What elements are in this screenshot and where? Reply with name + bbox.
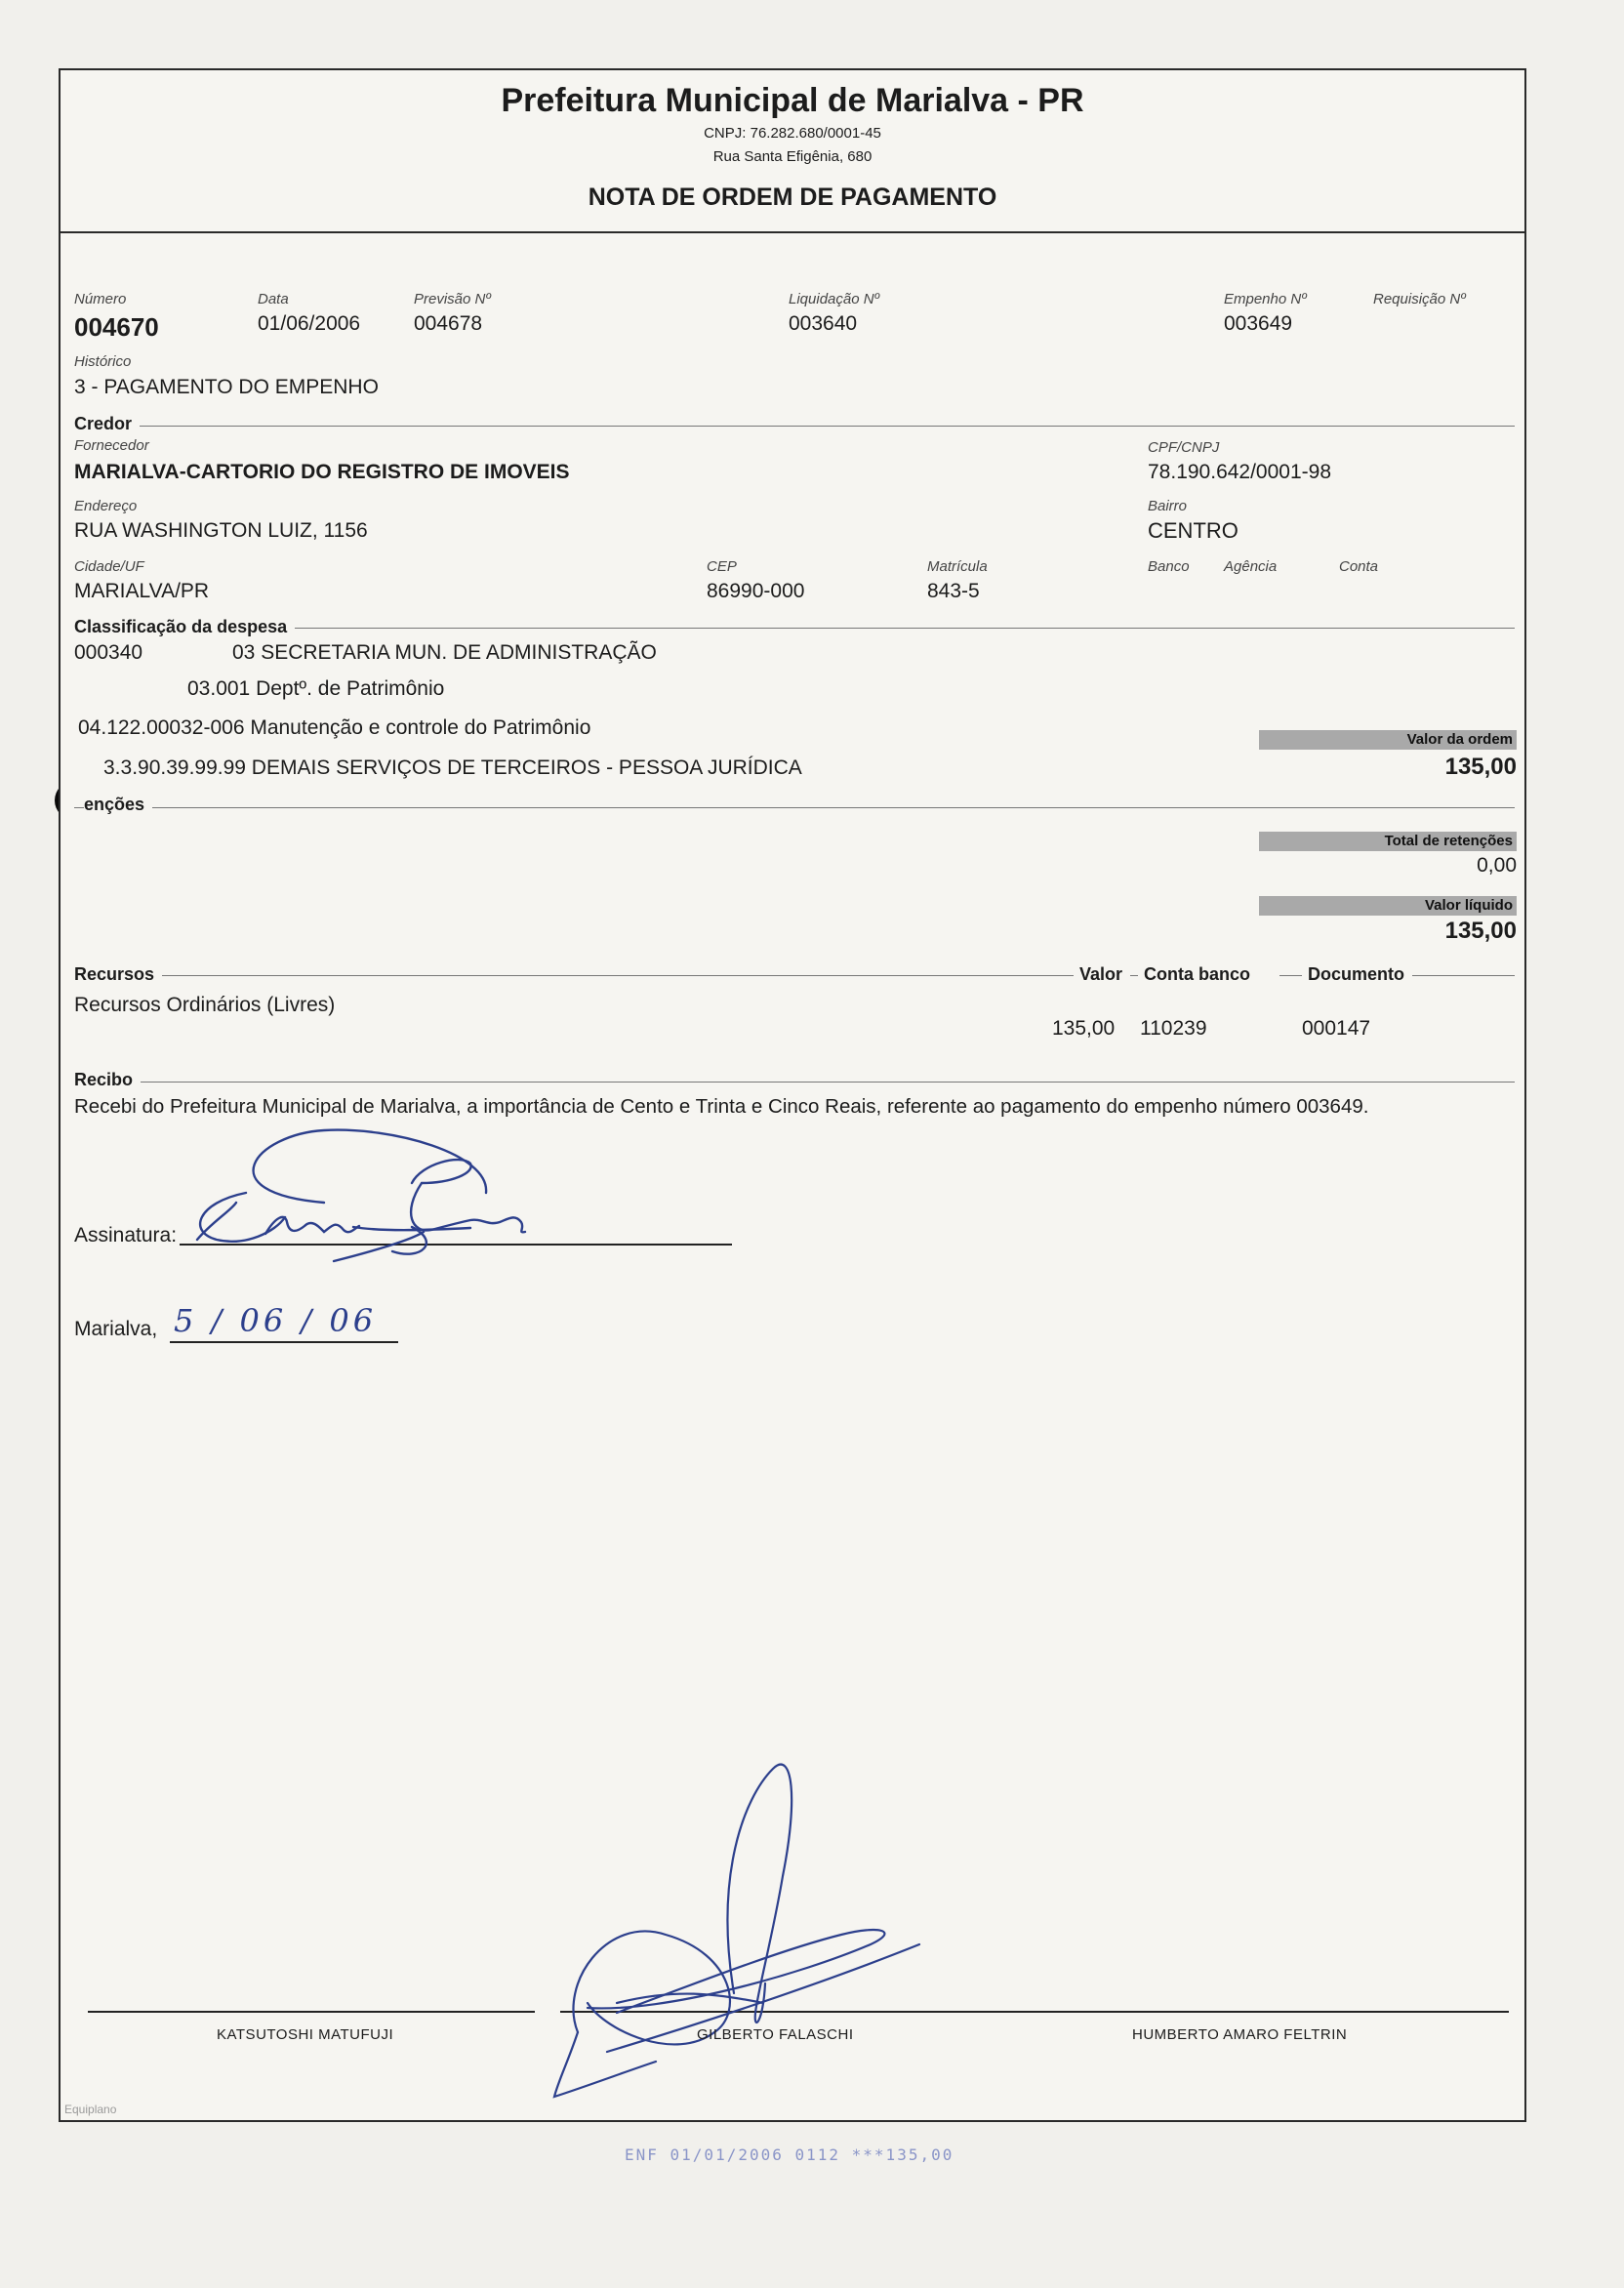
date-line bbox=[170, 1341, 398, 1343]
liquidacao-value: 003640 bbox=[789, 312, 858, 335]
endereco-label: Endereço bbox=[74, 498, 138, 514]
treasurer-signature bbox=[548, 1739, 939, 2101]
previsao-label: Previsão Nº bbox=[414, 291, 491, 307]
cidade-value: MARIALVA/PR bbox=[74, 580, 210, 602]
header-address: Rua Santa Efigênia, 680 bbox=[712, 148, 873, 165]
cpf-label: CPF/CNPJ bbox=[1148, 439, 1220, 456]
programa-value: 04.122.00032-006 Manutenção e controle do Patrimônio bbox=[78, 716, 591, 739]
retencoes-section-title: enções bbox=[84, 795, 152, 815]
valor-liquido-value: 135,00 bbox=[1444, 918, 1517, 944]
numero-value: 004670 bbox=[74, 312, 159, 342]
numero-label: Número bbox=[74, 291, 127, 307]
recursos-conta: 110239 bbox=[1140, 1017, 1207, 1040]
header-title: Prefeitura Municipal de Marialva - PR bbox=[501, 82, 1084, 119]
liquidacao-label: Liquidação Nº bbox=[789, 291, 880, 307]
bank-stamp: ENF 01/01/2006 0112 ***135,00 bbox=[625, 2145, 954, 2164]
empenho-value: 003649 bbox=[1224, 312, 1293, 335]
endereco-value: RUA WASHINGTON LUIZ, 1156 bbox=[74, 519, 368, 542]
cep-value: 86990-000 bbox=[707, 580, 805, 602]
recursos-conta-label: Conta banco bbox=[1138, 964, 1279, 985]
software-footer: Equiplano bbox=[64, 2103, 117, 2116]
doc-title: NOTA DE ORDEM DE PAGAMENTO bbox=[588, 184, 997, 211]
classificacao-section-title: Classificação da despesa bbox=[74, 617, 295, 637]
assinatura-label: Assinatura: bbox=[74, 1224, 178, 1246]
depto-value: 03.001 Deptº. de Patrimônio bbox=[187, 677, 445, 700]
fornecedor-value: MARIALVA-CARTORIO DO REGISTRO DE IMOVEIS bbox=[74, 461, 570, 483]
payment-order-sheet bbox=[59, 68, 1526, 2122]
fornecedor-label: Fornecedor bbox=[74, 437, 149, 454]
conta-label: Conta bbox=[1339, 558, 1379, 575]
handwritten-date: 5 / 06 / 06 bbox=[174, 1302, 378, 1339]
recursos-documento-label: Documento bbox=[1302, 964, 1412, 985]
bairro-label: Bairro bbox=[1148, 498, 1188, 514]
recursos-section-title: Recursos bbox=[74, 964, 162, 985]
matricula-label: Matrícula bbox=[927, 558, 988, 575]
recursos-valor-label: Valor bbox=[1074, 964, 1130, 985]
bairro-value: CENTRO bbox=[1148, 518, 1238, 543]
empenho-label: Empenho Nº bbox=[1224, 291, 1307, 307]
recursos-valor: 135,00 bbox=[1052, 1017, 1116, 1040]
valor-ordem-value: 135,00 bbox=[1444, 754, 1517, 780]
matricula-value: 843-5 bbox=[927, 580, 980, 602]
requisicao-label: Requisição Nº bbox=[1373, 291, 1466, 307]
valor-ordem-label: Valor da ordem bbox=[1259, 730, 1517, 750]
signatory-2: GILBERTO FALASCHI bbox=[697, 2026, 854, 2043]
secretaria-value: 03 SECRETARIA MUN. DE ADMINISTRAÇÃO bbox=[232, 641, 657, 664]
recibo-text: Recebi do Prefeitura Municipal de Marialva, a importância de Cento e Trinta e Cinco Reais, referente ao pagamento do empenho número 003649. bbox=[74, 1095, 1369, 1118]
credor-section-title: Credor bbox=[74, 414, 140, 434]
banco-label: Banco bbox=[1148, 558, 1190, 575]
elemento-value: 3.3.90.39.99.99 DEMAIS SERVIÇOS DE TERCEIROS - PESSOA JURÍDICA bbox=[103, 756, 802, 779]
historico-value: 3 - PAGAMENTO DO EMPENHO bbox=[74, 376, 379, 398]
data-value: 01/06/2006 bbox=[258, 312, 361, 335]
recursos-rule bbox=[74, 975, 1515, 976]
recibo-section-title: Recibo bbox=[74, 1070, 141, 1090]
valor-liquido-label: Valor líquido bbox=[1259, 896, 1517, 916]
cidade-label: Cidade/UF bbox=[74, 558, 144, 575]
recursos-descricao: Recursos Ordinários (Livres) bbox=[74, 994, 336, 1016]
cep-label: CEP bbox=[707, 558, 737, 575]
credor-rule bbox=[74, 426, 1515, 427]
data-label: Data bbox=[258, 291, 289, 307]
recipient-signature bbox=[178, 1124, 627, 1281]
signatory-line-3 bbox=[1025, 2011, 1509, 2013]
header-cnpj: CNPJ: 76.282.680/0001-45 bbox=[704, 125, 881, 142]
total-retencoes-label: Total de retenções bbox=[1259, 832, 1517, 851]
local-label: Marialva, bbox=[74, 1318, 158, 1340]
classificacao-code: 000340 bbox=[74, 641, 143, 664]
agencia-label: Agência bbox=[1224, 558, 1278, 575]
header-divider bbox=[61, 231, 1524, 233]
signatory-3: HUMBERTO AMARO FELTRIN bbox=[1132, 2026, 1348, 2043]
historico-label: Histórico bbox=[74, 353, 132, 370]
retencoes-rule bbox=[74, 807, 1515, 808]
previsao-value: 004678 bbox=[414, 312, 483, 335]
signatory-line-1 bbox=[88, 2011, 535, 2013]
total-retencoes-value: 0,00 bbox=[1477, 854, 1517, 877]
cpf-value: 78.190.642/0001-98 bbox=[1148, 461, 1332, 483]
recibo-rule bbox=[74, 1082, 1515, 1083]
recursos-documento: 000147 bbox=[1302, 1017, 1371, 1040]
signatory-1: KATSUTOSHI MATUFUJI bbox=[217, 2026, 394, 2043]
